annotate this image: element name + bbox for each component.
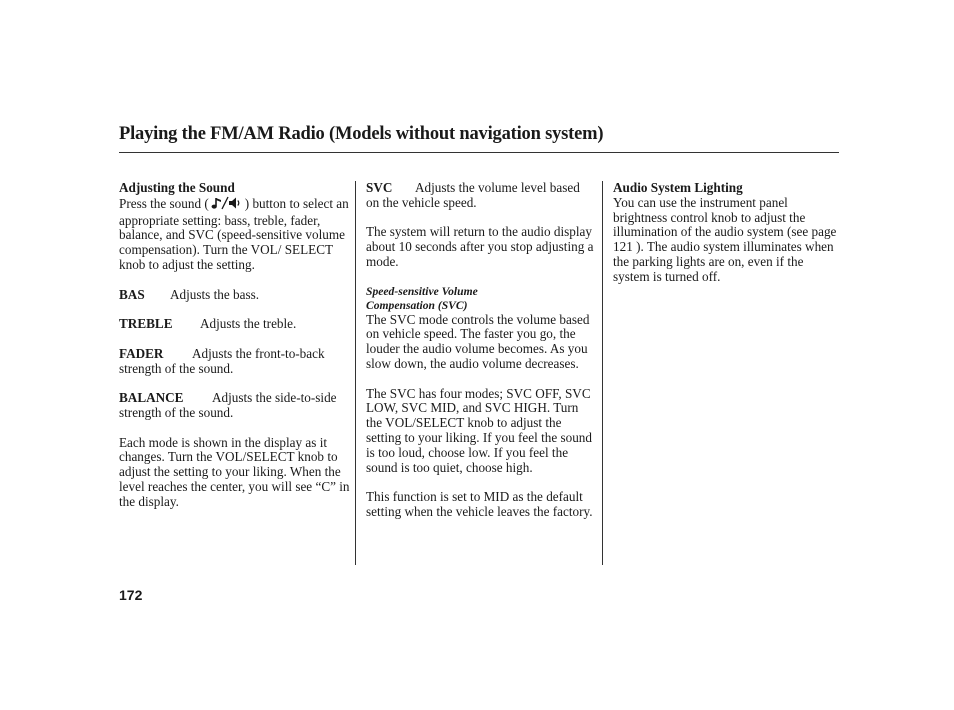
treble-term: TREBLE <box>119 316 173 332</box>
column-lighting <box>613 181 841 299</box>
svc-description: Adjusts the volume level based on the vehicle speed. <box>366 180 580 210</box>
fader-term: FADER <box>119 345 164 361</box>
svc-subheading-line-1: Speed-sensitive Volume <box>366 284 478 298</box>
section-heading-adjusting-sound: Adjusting the Sound <box>119 180 235 195</box>
balance-entry <box>119 391 351 421</box>
svc-term: SVC <box>366 180 393 195</box>
music-note-speaker-icon <box>211 196 243 214</box>
default-setting-paragraph: This function is set to MID as the default setting when the vehicle leaves the factory. <box>366 489 593 519</box>
lighting-paragraph: You can use the instrument panel brightness control knob to adjust the illumination of the audio system (see page 121 ). The audio system illuminates when the parking lights are on, even if the system is turned off. <box>613 194 837 284</box>
balance-term: BALANCE <box>119 390 184 406</box>
intro-text-after-icon: ) button to select an appropriate setting: bass, treble, fader, balance, and SVC (speed-sensitive volume compensation). Turn the VOL/ SELECT knob to adjust the setting. <box>119 195 349 272</box>
fader-entry <box>119 347 351 377</box>
column-svc <box>366 181 596 535</box>
svc-entry <box>366 181 596 211</box>
page-title: Playing the FM/AM Radio (Models without navigation system) <box>119 124 604 144</box>
intro-text-before-icon: Press the sound ( <box>119 195 209 211</box>
treble-description: Adjusts the treble. <box>200 316 297 332</box>
bas-entry <box>119 288 351 303</box>
title-rule <box>119 152 839 153</box>
balance-description: Adjusts the side-to-side strength of the sound. <box>119 390 337 420</box>
svc-modes-paragraph: The SVC has four modes; SVC OFF, SVC LOW, SVC MID, and SVC HIGH. Turn the VOL/SELECT knob to adjust the setting to your liking. If you feel the sound is too loud, choose low. If you feel the sound is too quiet, choose high. <box>366 385 592 475</box>
column-divider-1 <box>355 181 356 565</box>
treble-entry <box>119 317 351 332</box>
bas-term: BAS <box>119 286 145 302</box>
fader-description: Adjusts the front-to-back strength of the sound. <box>119 345 325 376</box>
page-number: 172 <box>119 587 143 603</box>
column-divider-2 <box>602 181 603 565</box>
column-adjusting-sound <box>119 181 351 524</box>
svc-controls-paragraph: The SVC mode controls the volume based on vehicle speed. The faster you go, the louder the audio volume becomes. As you slow down, the audio volume decreases. <box>366 311 590 371</box>
section-heading-lighting: Audio System Lighting <box>613 180 743 195</box>
svc-subheading-line-2: Compensation (SVC) <box>366 298 468 312</box>
bas-description: Adjusts the bass. <box>170 286 260 302</box>
mode-display-paragraph: Each mode is shown in the display as it changes. Turn the VOL/SELECT knob to adjust the setting to your liking. When the level reaches the center, you will see “C” in the display. <box>119 434 350 509</box>
svc-subheading <box>366 285 596 313</box>
return-paragraph: The system will return to the audio display about 10 seconds after you stop adjusting a mode. <box>366 224 594 269</box>
intro-paragraph <box>119 196 351 273</box>
